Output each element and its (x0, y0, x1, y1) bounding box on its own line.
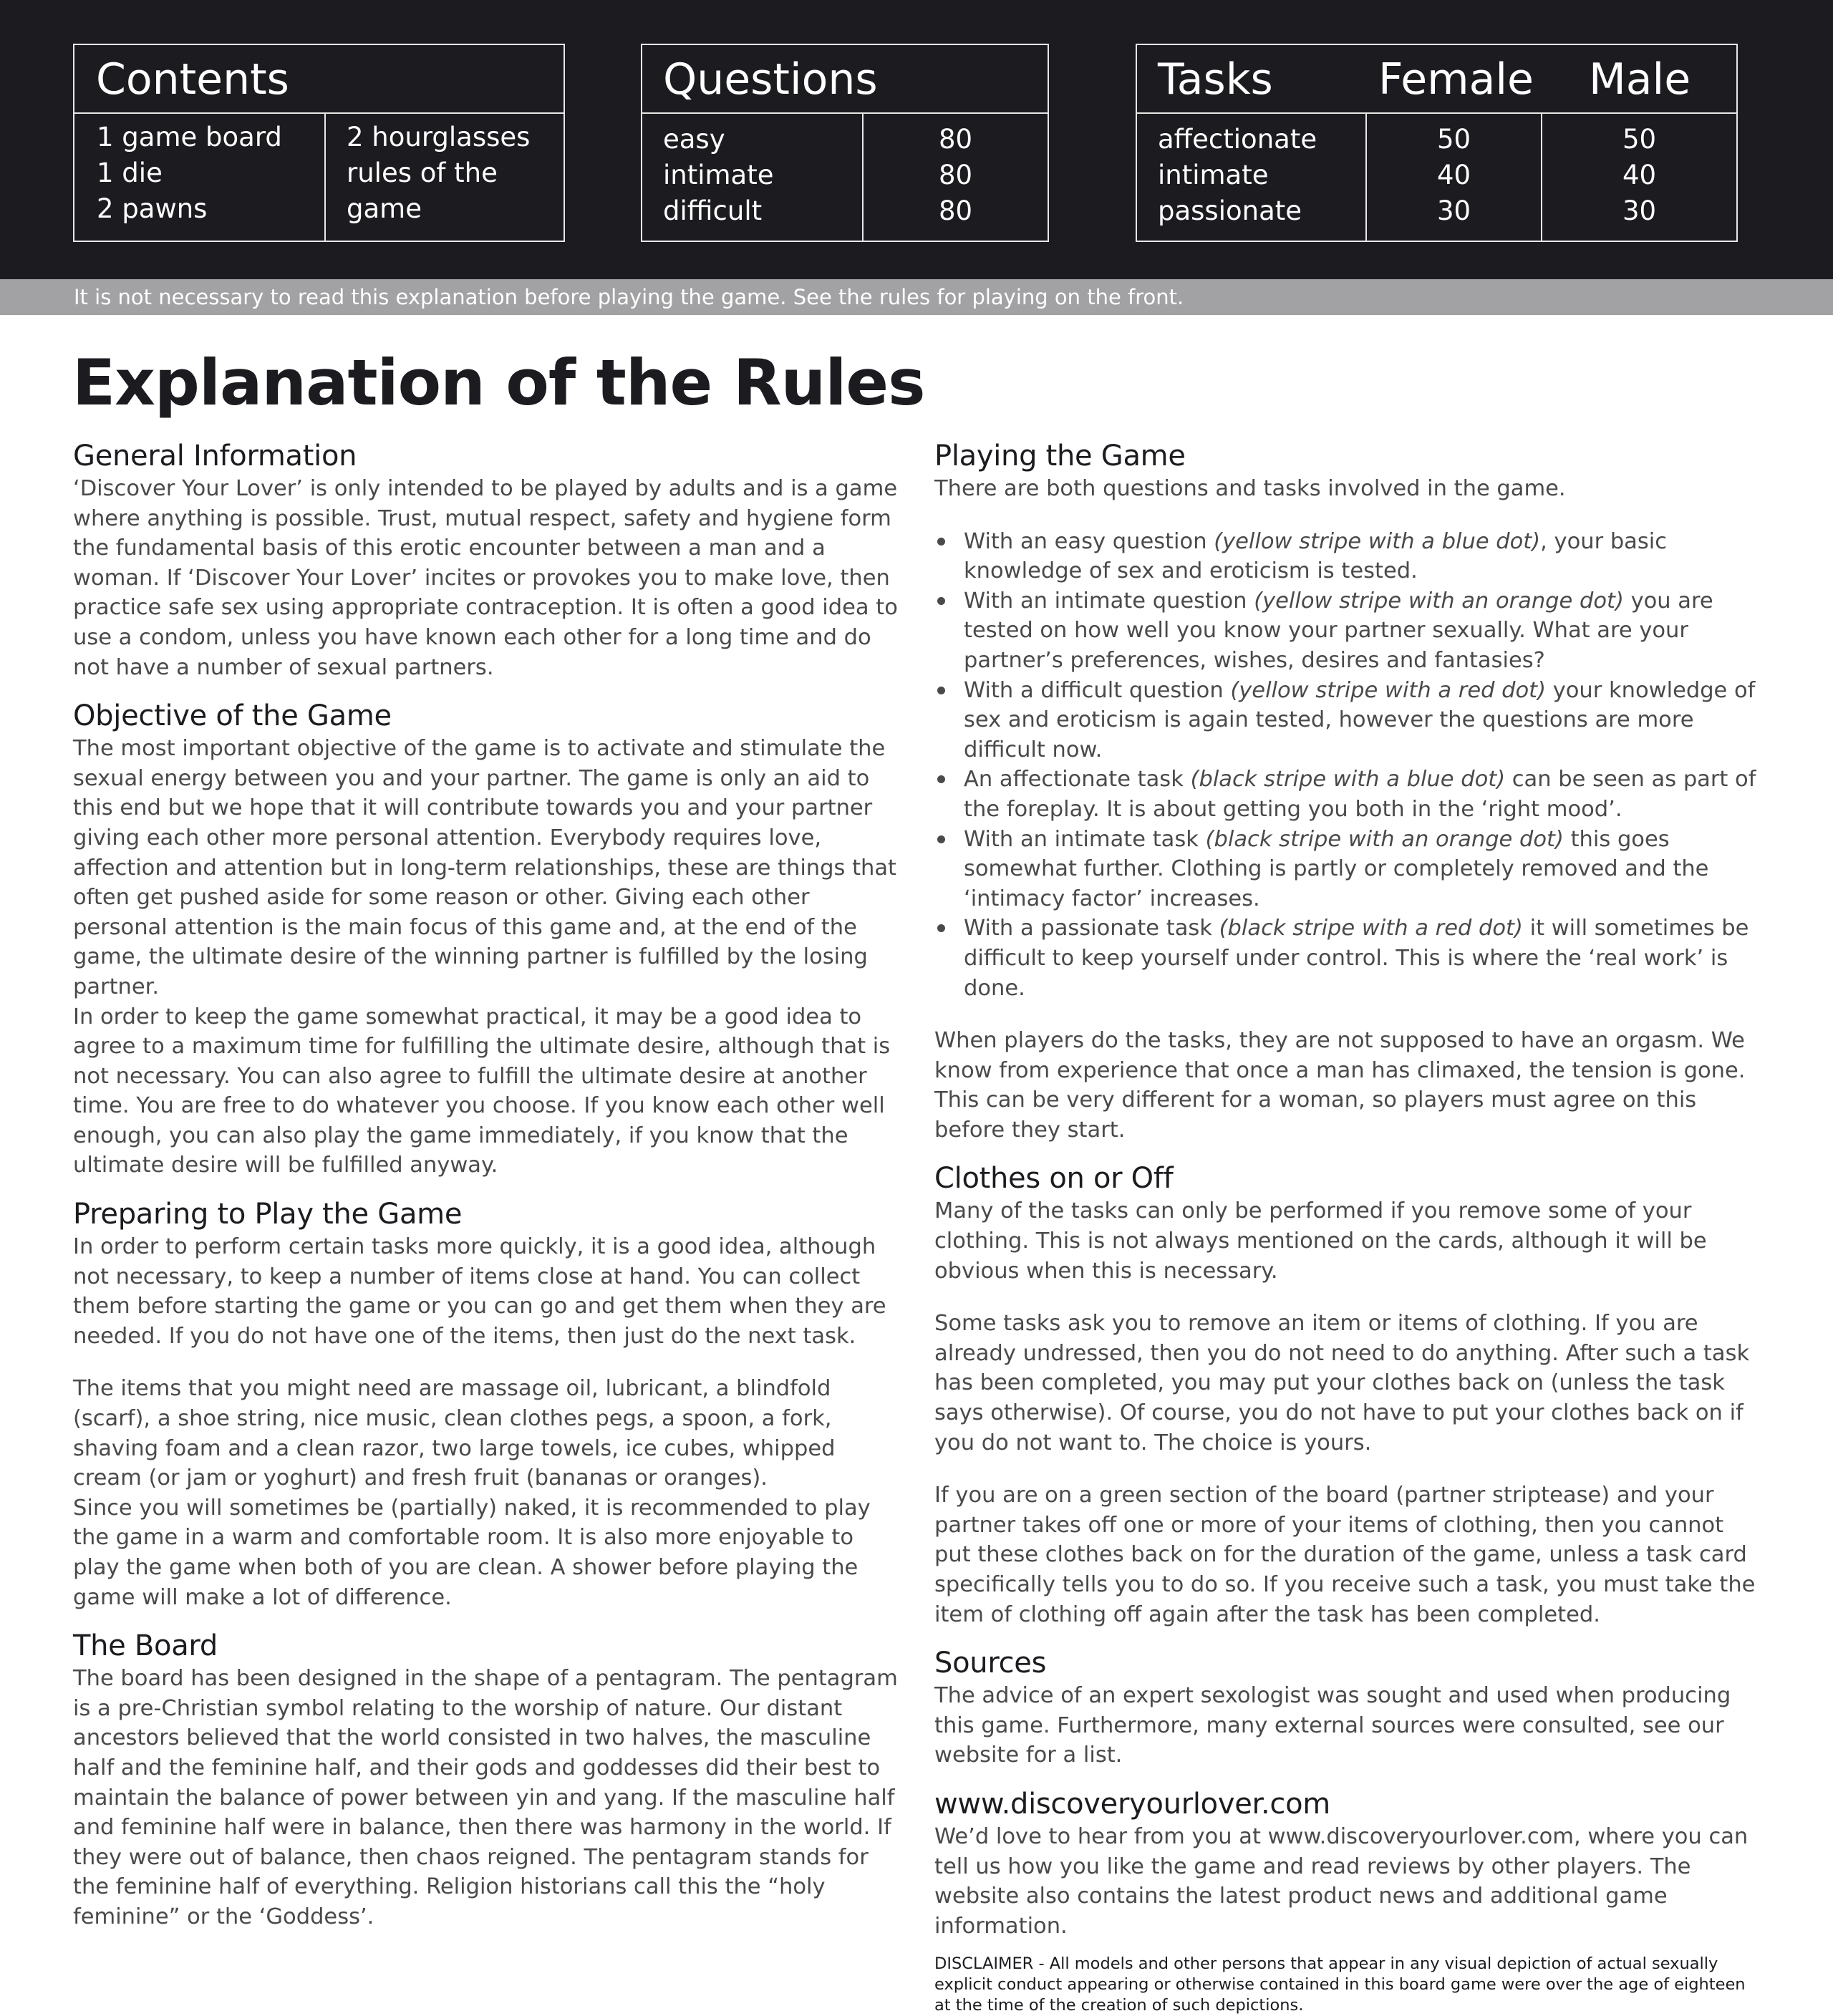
contents-item: 2 hourglasses (347, 122, 531, 152)
bullet-item: With a difficult question (yellow stripe with a red dot) your knowledge of sex and eroticism is again tested, however the questions are more difficult now. (934, 676, 1765, 765)
header-band (0, 0, 1833, 279)
question-label: difficult (663, 195, 763, 226)
questions-label-column (642, 114, 862, 241)
tasks-female-column (1365, 114, 1541, 241)
preparing-text-1: In order to perform certain tasks more quickly, it is a good idea, although not necessary, to keep a number of items close at hand. You can collect them before starting the game or you can go and get them when they are needed. If you do not have one of the items, then just do the next task. (73, 1234, 886, 1349)
website-heading: www.discoveryourlover.com (934, 1787, 1330, 1821)
playing-heading: Playing the Game (934, 440, 1186, 472)
right-column (934, 438, 1765, 2016)
general-text: ‘Discover Your Lover’ is only intended to be played by adults and is a game where anything is possible. Trust, mutual respect, safety and hygiene form the fundamental basis of this erotic encounter between a man and a woman. If ‘Discover Your Lover’ incites or provokes you to make love, then practice safe sex using appropriate contraception. It is often a good idea to use a condom, unless you have known each other for a long time and do not have a number of sexual partners. (73, 476, 898, 680)
questions-table (641, 44, 1049, 242)
contents-item: 1 game board (97, 122, 282, 152)
contents-left-column (74, 114, 324, 241)
male-count: 30 (1622, 195, 1657, 226)
female-count: 30 (1436, 195, 1471, 226)
bullet-item: With an intimate task (black stripe with an orange dot) this goes somewhat further. Clothing is partly or completely removed and the ‘intimacy factor’ increases. (934, 825, 1765, 914)
playing-intro: There are both questions and tasks involved in the game. (934, 476, 1566, 501)
left-column (73, 438, 904, 1932)
preparing-heading: Preparing to Play the Game (73, 1198, 463, 1231)
questions-count-column (862, 114, 1048, 241)
task-label: affectionate (1158, 124, 1317, 155)
preparing-text-2: The items that you might need are massage oil, lubricant, a blindfold (scarf), a shoe string, nice music, clean clothes pegs, a spoon, a fork, shaving foam and a clean razor, two large towels, ice cubes, whipped cream (or jam or yoghurt) and fresh fruit (bananas or oranges). (73, 1376, 836, 1491)
notice-text: It is not necessary to read this explanation before playing the game. See the rules for playing on the front. (74, 285, 1184, 309)
tasks-title: Tasks (1158, 54, 1273, 105)
notice-banner (0, 279, 1833, 315)
tasks-label-column (1137, 114, 1365, 241)
bullet-item: An affectionate task (black stripe with a blue dot) can be seen as part of the foreplay. It is about getting you both in the ‘right mood’. (934, 765, 1765, 824)
clothes-text-3: If you are on a green section of the board (partner striptease) and your partner takes off one or more of your items of clothing, then you cannot put these clothes back on for the duration of the game, unless a task card specifically tells you to do so. If you receive such a task, you must take the item of clothing off again after the task has been completed. (934, 1483, 1756, 1627)
female-count: 50 (1436, 124, 1471, 155)
clothes-text-1: Many of the tasks can only be performed if you remove some of your clothing. This is not always mentioned on the cards, although it will be obvious when this is necessary. (934, 1198, 1707, 1284)
contents-right-column (324, 114, 564, 241)
contents-item: rules of the game (347, 158, 498, 224)
preparing-text-3: Since you will sometimes be (partially) naked, it is recommended to play the game in a warm and comfortable room. It is also more enjoyable to play the game when both of you are clean. A shower before playing the game will make a lot of difference. (73, 1495, 871, 1610)
question-count: 80 (938, 124, 973, 155)
playing-bullets (934, 527, 1765, 1004)
bullet-item: With a passionate task (black stripe with a red dot) it will sometimes be difficult to keep yourself under control. This is where the ‘real work’ is done. (934, 914, 1765, 1003)
question-count: 80 (938, 195, 973, 226)
female-title: Female (1378, 54, 1534, 105)
contents-item: 2 pawns (97, 193, 208, 224)
task-label: passionate (1158, 195, 1302, 226)
bullet-item: With an intimate question (yellow stripe with an orange dot) you are tested on how well you know your partner sexually. What are your partner’s preferences, wishes, desires and fantasies? (934, 586, 1765, 676)
clothes-heading: Clothes on or Off (934, 1162, 1174, 1196)
playing-outro: When players do the tasks, they are not supposed to have an orgasm. We know from experience that once a man has climaxed, the tension is gone. This can be very different for a woman, so players must agree on this before they start. (934, 1028, 1746, 1143)
disclaimer: DISCLAIMER - All models and other persons that appear in any visual depiction of actual sexually explicit conduct appearing or otherwise contained in this board game were over the age of eighteen at the time of the creation of such depictions. (934, 1954, 1746, 2015)
contents-title: Contents (74, 45, 564, 114)
website-text: We’d love to hear from you at www.discoveryourlover.com, where you can tell us how you like the game and read reviews by other players. The website also contains the latest product news and additional game information. (934, 1823, 1749, 1939)
board-heading: The Board (73, 1629, 218, 1663)
male-count: 50 (1622, 124, 1657, 155)
task-label: intimate (1158, 160, 1269, 190)
objective-text-2: In order to keep the game somewhat practical, it may be a good idea to agree to a maximum time for fulfilling the ultimate desire, although that is not necessary. You can also agree to fulfill the ultimate desire at another time. You are free to do whatever you choose. If you know each other well enough, you can also play the game immediately, if you know that the ultimate desire will be fulfilled anyway. (73, 1004, 891, 1178)
objective-heading: Objective of the Game (73, 699, 392, 733)
clothes-text-2: Some tasks ask you to remove an item or items of clothing. If you are already undressed, then you do not need to do anything. After such a task has been completed, you may put your clothes back on (unless the task says otherwise). Of course, you do not have to put your clothes back on if you do not want to. The choice is yours. (934, 1311, 1750, 1455)
contents-item: 1 die (97, 158, 163, 188)
female-count: 40 (1436, 160, 1471, 190)
tasks-header (1137, 45, 1736, 114)
page-title: Explanation of the Rules (72, 346, 925, 420)
male-title: Male (1589, 54, 1691, 105)
sources-heading: Sources (934, 1647, 1047, 1680)
tasks-table (1136, 44, 1738, 242)
sources-text: The advice of an expert sexologist was sought and used when producing this game. Furthermore, many external sources were consulted, see our website for a list. (934, 1683, 1731, 1768)
question-count: 80 (938, 160, 973, 190)
question-label: intimate (663, 160, 774, 190)
contents-table (73, 44, 565, 242)
board-text: The board has been designed in the shape of a pentagram. The pentagram is a pre-Christian symbol relating to the worship of nature. Our distant ancestors believed that the world consisted in two halves, the masculine half and the feminine half, and their gods and goddesses did their best to maintain the balance of power between yin and yang. If the masculine half and feminine half were in balance, then there was harmony in the world. If they were out of balance, then chaos reigned. The pentagram stands for the feminine half of everything. Religion historians call this the “holy feminine” or the ‘Goddess’. (73, 1666, 898, 1929)
male-count: 40 (1622, 160, 1657, 190)
bullet-item: With an easy question (yellow stripe with a blue dot), your basic knowledge of sex and eroticism is tested. (934, 527, 1765, 586)
objective-text-1: The most important objective of the game is to activate and stimulate the sexual energy between you and your partner. The game is only an aid to this end but we hope that it will contribute towards you and your partner giving each other more personal attention. Everybody requires love, affection and attention but in long-term relationships, these are things that often get pushed aside for some reason or other. Giving each other personal attention is the main focus of this game and, at the end of the game, the ultimate desire of the winning partner is fulfilled by the losing partner. (73, 736, 897, 999)
question-label: easy (663, 124, 725, 155)
questions-title: Questions (642, 45, 1048, 114)
general-heading: General Information (73, 440, 357, 472)
tasks-male-column (1541, 114, 1736, 241)
